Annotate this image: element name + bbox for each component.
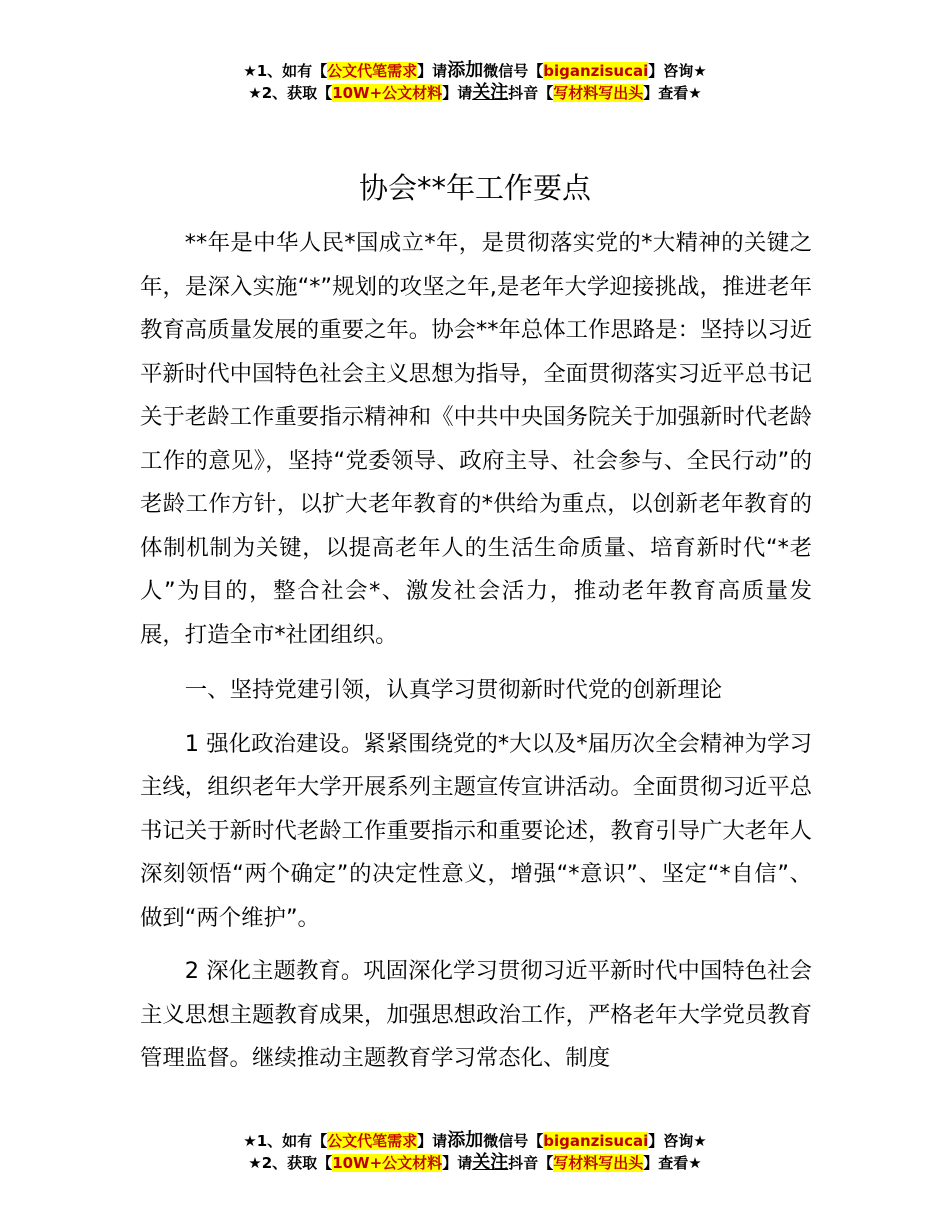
paragraph-intro: **年是中华人民*国成立*年，是贯彻落实党的*大精神的关键之年，是深入实施“*”规划的攻坚之年,是老年大学迎接挑战，推进老年教育高质量发展的重要之年。协会**年总体工作思路是：坚持以习近平新时代中国特色社会主义思想为指导，全面贯彻落实习近平总书记关于老龄工作重要指示精神和《中共中央国务院关于加强新时代老龄工作的意见》，坚持“党委领导、政府主导、社会参与、全民行动”的老龄工作方针，以扩大老年教育的*供给为重点，以创新老年教育的体制机制为关键，以提高老年人的生活生命质量、培育新时代“*老人”为目的，整合社会*、激发社会活力，推动老年教育高质量发展，打造全市*社团组织。 (140, 230, 812, 648)
bottom-banner-line-1: ★1、如有【公文代笔需求】请添加微信号【biganzisucai】咨询★ (243, 1130, 707, 1151)
document-body (140, 222, 812, 1081)
bottom-banner (0, 1130, 950, 1174)
highlight-materials: 10W+公文材料 (332, 84, 443, 102)
paragraph-item-2: 2 深化主题教育。巩固深化学习贯彻习近平新时代中国特色社会主义思想主题教育成果，加强思想政治工作，严格老年大学党员教育管理监督。继续推动主题教育学习常态化、制度 (140, 958, 812, 1071)
document-title: 协会**年工作要点 (358, 171, 591, 205)
top-banner (0, 60, 950, 104)
paragraph-item-1: 1 强化政治建设。紧紧围绕党的*大以及*届历次全会精神为学习主线，组织老年大学开展系列主题宣传宣讲活动。全面贯彻习近平总书记关于新时代老龄工作重要指示和重要论述，教育引导广大老年人深刻领悟“两个确定”的决定性意义，增强“*意识”、坚定“*自信”、做到“两个维护”。 (140, 730, 812, 931)
section-heading-1: 一、坚持党建引领，认真学习贯彻新时代党的创新理论 (184, 677, 723, 703)
highlight-writing-service: 公文代笔需求 (327, 62, 418, 80)
highlight-wechat-id: biganzisucai (543, 62, 649, 80)
top-banner-line-1: ★1、如有【公文代笔需求】请添加微信号【biganzisucai】咨询★ (243, 60, 707, 81)
highlight-douyin-account: 写材料写出头 (553, 84, 644, 102)
top-banner-line-2: ★2、获取【10W+公文材料】请关注抖音【写材料写出头】查看★ (248, 82, 702, 103)
highlight-douyin-account: 写材料写出头 (553, 1154, 644, 1172)
highlight-wechat-id: biganzisucai (543, 1132, 649, 1150)
highlight-writing-service: 公文代笔需求 (327, 1132, 418, 1150)
bottom-banner-line-2: ★2、获取【10W+公文材料】请关注抖音【写材料写出头】查看★ (248, 1152, 702, 1173)
highlight-materials: 10W+公文材料 (332, 1154, 443, 1172)
